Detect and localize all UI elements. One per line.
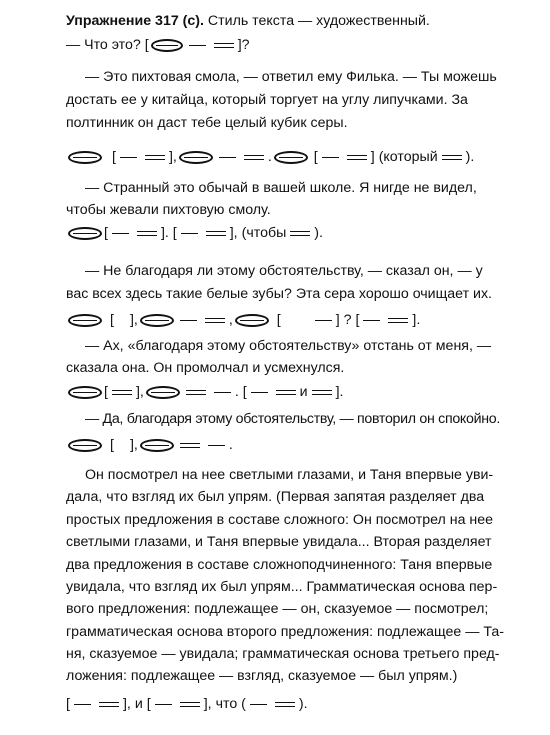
paragraph-1-line-3: полтинник он даст тебе целый кубик серы.: [66, 115, 348, 131]
paragraph-4-line-1: — Ах, «благодаря этому обстоятельству» отстань от меня, —: [85, 338, 492, 354]
paragraph-2-line-2: чтобы жевали пихтовую смолу.: [66, 202, 271, 218]
paragraph-6-line-6: увидала, что взгляд их был упрям... Грамматическая основа пер-: [66, 579, 498, 595]
scheme-6-and: и: [134, 696, 143, 712]
exercise-heading: [66, 12, 430, 30]
question-line: — Что это? [ ]?: [66, 37, 250, 53]
paragraph-4-line-2: сказала она. Он промолчал и усмехнулся.: [66, 360, 345, 376]
oval-mark: [235, 314, 269, 327]
oval-mark: [140, 439, 174, 452]
scheme-4-and: и: [299, 384, 308, 400]
oval-mark: [179, 151, 213, 164]
paragraph-6-line-7: вого предложения: подлежащее — он, сказуемое — посмотрел;: [66, 601, 489, 617]
question-text: — Что это? [: [66, 37, 149, 53]
oval-mark: [146, 386, 180, 399]
scheme-1: [ ], . [ ] (который ).: [66, 146, 474, 168]
oval-mark: [68, 386, 102, 399]
oval-mark: [274, 151, 308, 164]
paragraph-6-line-3: простых предложения в составе сложного: Он посмотрел на нее: [66, 512, 494, 528]
paragraph-6-line-4: светлыми глазами, и Таня впервые увидала... Вторая разделяет: [66, 534, 492, 550]
scheme-3: [ ], , [ ] ? [ ].: [66, 309, 420, 331]
predicate-mark: [214, 43, 234, 48]
scheme-5: [ ], .: [66, 434, 233, 456]
paragraph-1-line-2: достать ее у китайца, который торгует на углу липучками. За: [66, 92, 468, 108]
intro-word-oval: [151, 39, 183, 52]
paragraph-6-line-1: Он посмотрел на нее светлыми глазами, и Таня впервые уви-: [85, 467, 494, 483]
oval-mark: [68, 439, 102, 452]
scheme-4: [ ], . [ и ].: [66, 381, 344, 403]
subject-mark: [189, 45, 206, 46]
oval-mark: [68, 314, 102, 327]
paragraph-1-line-1: — Это пихтовая смола, — ответил ему Филька. — Ты можешь: [85, 69, 497, 85]
scheme-6: [ ], и [ ], что ( ).: [66, 696, 308, 712]
scheme-6-that: что (: [215, 696, 246, 712]
paragraph-6-line-8: грамматическая основа второго предложения: подлежащее — Та-: [66, 624, 504, 640]
oval-mark: [140, 314, 174, 327]
paragraph-2-line-1: — Странный это обычай в вашей школе. Я нигде не видел,: [85, 180, 477, 196]
oval-mark: [68, 151, 102, 164]
scheme-2-so: (чтобы: [241, 225, 287, 241]
paragraph-6-line-2: дала, что взгляд их был упрям. (Первая запятая разделяет два: [66, 489, 485, 505]
paragraph-6-line-9: ня, сказуемое — увидала; грамматическая основа третьего пред-: [66, 646, 500, 662]
paragraph-6-line-5: два предложения в составе сложноподчиненного: Таня впервые: [66, 557, 493, 573]
paragraph-6-line-10: ложения: подлежащее — взгляд, сказуемое — был упрям.): [66, 668, 458, 684]
paragraph-5-line-1: — Да, благодаря этому обстоятельству, — повторил он спокойно.: [85, 411, 500, 427]
exercise-number: Упражнение 317 (с).: [66, 13, 204, 29]
scheme-2: [ ]. [ ], (чтобы ).: [66, 222, 323, 244]
paragraph-3-line-1: — Не благодаря ли этому обстоятельству, — сказал он, — у: [85, 263, 483, 279]
exercise-style: Стиль текста — художественный.: [207, 13, 430, 29]
paragraph-3-line-2: вас всех здесь такие белые зубы? Эта сера хорошо очищает их.: [66, 286, 492, 302]
oval-mark: [68, 227, 102, 240]
scheme-1-which: (который: [378, 149, 438, 165]
